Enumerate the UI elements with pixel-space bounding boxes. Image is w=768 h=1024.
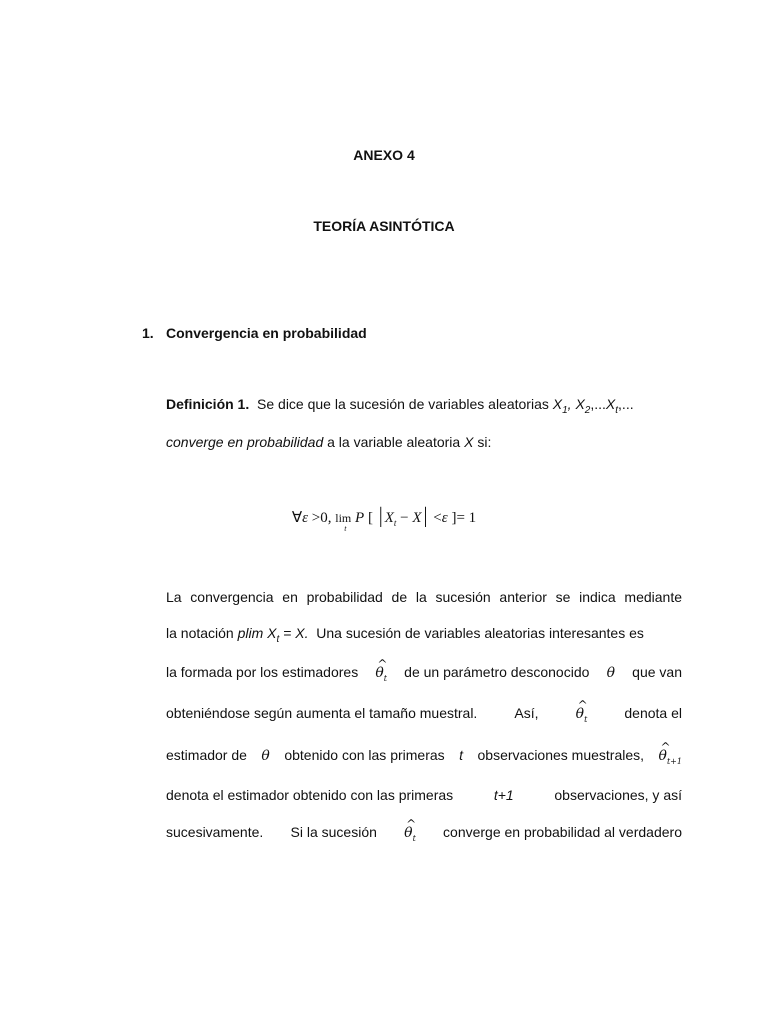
text-segment: observaciones muestrales, xyxy=(477,747,645,763)
text-segment: denota el xyxy=(624,705,682,721)
text-segment: obtenido con las primeras xyxy=(284,747,445,763)
theta-symbol: θ xyxy=(261,748,270,764)
text-segment: que van xyxy=(632,664,682,680)
text-segment: sucesivamente. xyxy=(166,824,264,840)
notation-intro: la notación xyxy=(166,625,234,641)
section-heading xyxy=(142,325,367,341)
paragraph-line-3 xyxy=(166,657,682,683)
paragraph-line-7 xyxy=(166,817,682,843)
paragraph-line-2-rest: Una sucesión de variables aleatorias interesantes es xyxy=(316,625,644,641)
hat-symbol: ^ xyxy=(406,817,417,831)
forall-symbol: ∀ xyxy=(291,510,303,526)
convergence-formula xyxy=(0,503,768,533)
var-x1-sub: 1 xyxy=(562,404,568,416)
definition-text: Se dice que la sucesión de variables aleatorias xyxy=(257,396,549,412)
var-x1: X xyxy=(552,396,563,412)
theta-subscript: t xyxy=(584,714,588,724)
theta-symbol: θ xyxy=(375,665,384,681)
epsilon-symbol: ε xyxy=(302,510,309,526)
close-bracket: ] xyxy=(451,510,457,526)
text-segment: denota el estimador obtenido con las primeras xyxy=(166,787,454,803)
text-segment: observaciones, y así xyxy=(554,787,682,803)
formula-xt: X xyxy=(384,510,394,526)
var-x2-sub: 2 xyxy=(584,404,591,416)
epsilon-symbol-2: ε xyxy=(441,510,448,526)
theta-subscript: t xyxy=(412,833,416,843)
text-segment: Si la sucesión xyxy=(290,824,377,840)
theta-hat-estimator-t1 xyxy=(658,740,682,766)
text-segment: converge en probabilidad al verdadero xyxy=(443,824,682,840)
sep-dots: ,... xyxy=(590,396,606,412)
annex-heading: ANEXO 4 xyxy=(353,147,415,163)
variable-t-plus-1: t+1 xyxy=(493,787,514,803)
plim-subscript: t xyxy=(276,633,280,645)
section-title: Convergencia en probabilidad xyxy=(166,325,367,341)
equals-one: = 1 xyxy=(456,510,477,526)
open-bracket: [ xyxy=(367,510,373,526)
text-segment: la formada por los estimadores xyxy=(166,664,359,680)
theta-hat-estimator xyxy=(575,698,588,724)
section-number: 1. xyxy=(142,325,154,341)
converge-phrase: converge en probabilidad xyxy=(166,434,324,450)
definition-line-2-end: si: xyxy=(477,434,492,450)
variable-t: t xyxy=(459,747,464,763)
definition-label: Definición 1. xyxy=(166,396,250,412)
hat-symbol: ^ xyxy=(377,657,388,671)
theta-subscript: t xyxy=(383,673,388,683)
limit-subscript: t xyxy=(344,524,347,533)
theta-symbol: θ xyxy=(404,825,413,841)
text-segment: Así, xyxy=(514,705,539,721)
less-than: < xyxy=(433,510,442,526)
paragraph-line-4 xyxy=(166,698,682,724)
greater-zero: >0, xyxy=(311,510,332,526)
theta-symbol: θ xyxy=(606,665,615,681)
theta-symbol: θ xyxy=(658,748,667,764)
var-xt-sub: t xyxy=(615,404,619,416)
minus-sign: − xyxy=(400,510,409,526)
paragraph-line-6 xyxy=(166,787,682,803)
page-title: TEORÍA ASINTÓTICA xyxy=(313,218,455,234)
abs-bar-right: | xyxy=(423,503,428,529)
formula-xt-sub: t xyxy=(393,518,397,528)
definition-line-2 xyxy=(166,434,491,450)
theta-hat-estimator xyxy=(375,657,388,683)
tail-dots: ,... xyxy=(618,396,634,412)
definition-line-2-text: a la variable aleatoria xyxy=(327,434,461,450)
theta-hat-estimator xyxy=(404,817,417,843)
hat-symbol: ^ xyxy=(577,698,588,712)
definition-line-1 xyxy=(166,396,634,416)
hat-symbol: ^ xyxy=(660,740,671,754)
text-segment: obteniéndose según aumenta el tamaño muestral. xyxy=(166,705,478,721)
limit-operator xyxy=(335,511,352,533)
plim-expression: plim X xyxy=(237,625,277,641)
var-x: X xyxy=(464,434,474,450)
formula-x: X xyxy=(412,510,422,526)
paragraph-line-2 xyxy=(166,625,644,645)
sep-comma: , xyxy=(567,396,572,412)
paragraph-line-1: La convergencia en probabilidad de la sucesión anterior se indica mediante xyxy=(166,589,682,605)
text-segment: estimador de xyxy=(166,747,247,763)
var-xt: X xyxy=(605,396,616,412)
abs-bar-left: | xyxy=(378,503,383,529)
theta-symbol: θ xyxy=(575,706,585,722)
theta-subscript: t+1 xyxy=(666,756,682,766)
plim-equals: = X. xyxy=(279,625,309,641)
probability-p: P xyxy=(355,510,365,526)
var-x2: X xyxy=(575,396,585,412)
limit-label: lim xyxy=(335,511,352,525)
text-segment: de un parámetro desconocido xyxy=(404,664,590,680)
paragraph-line-5 xyxy=(166,740,682,766)
